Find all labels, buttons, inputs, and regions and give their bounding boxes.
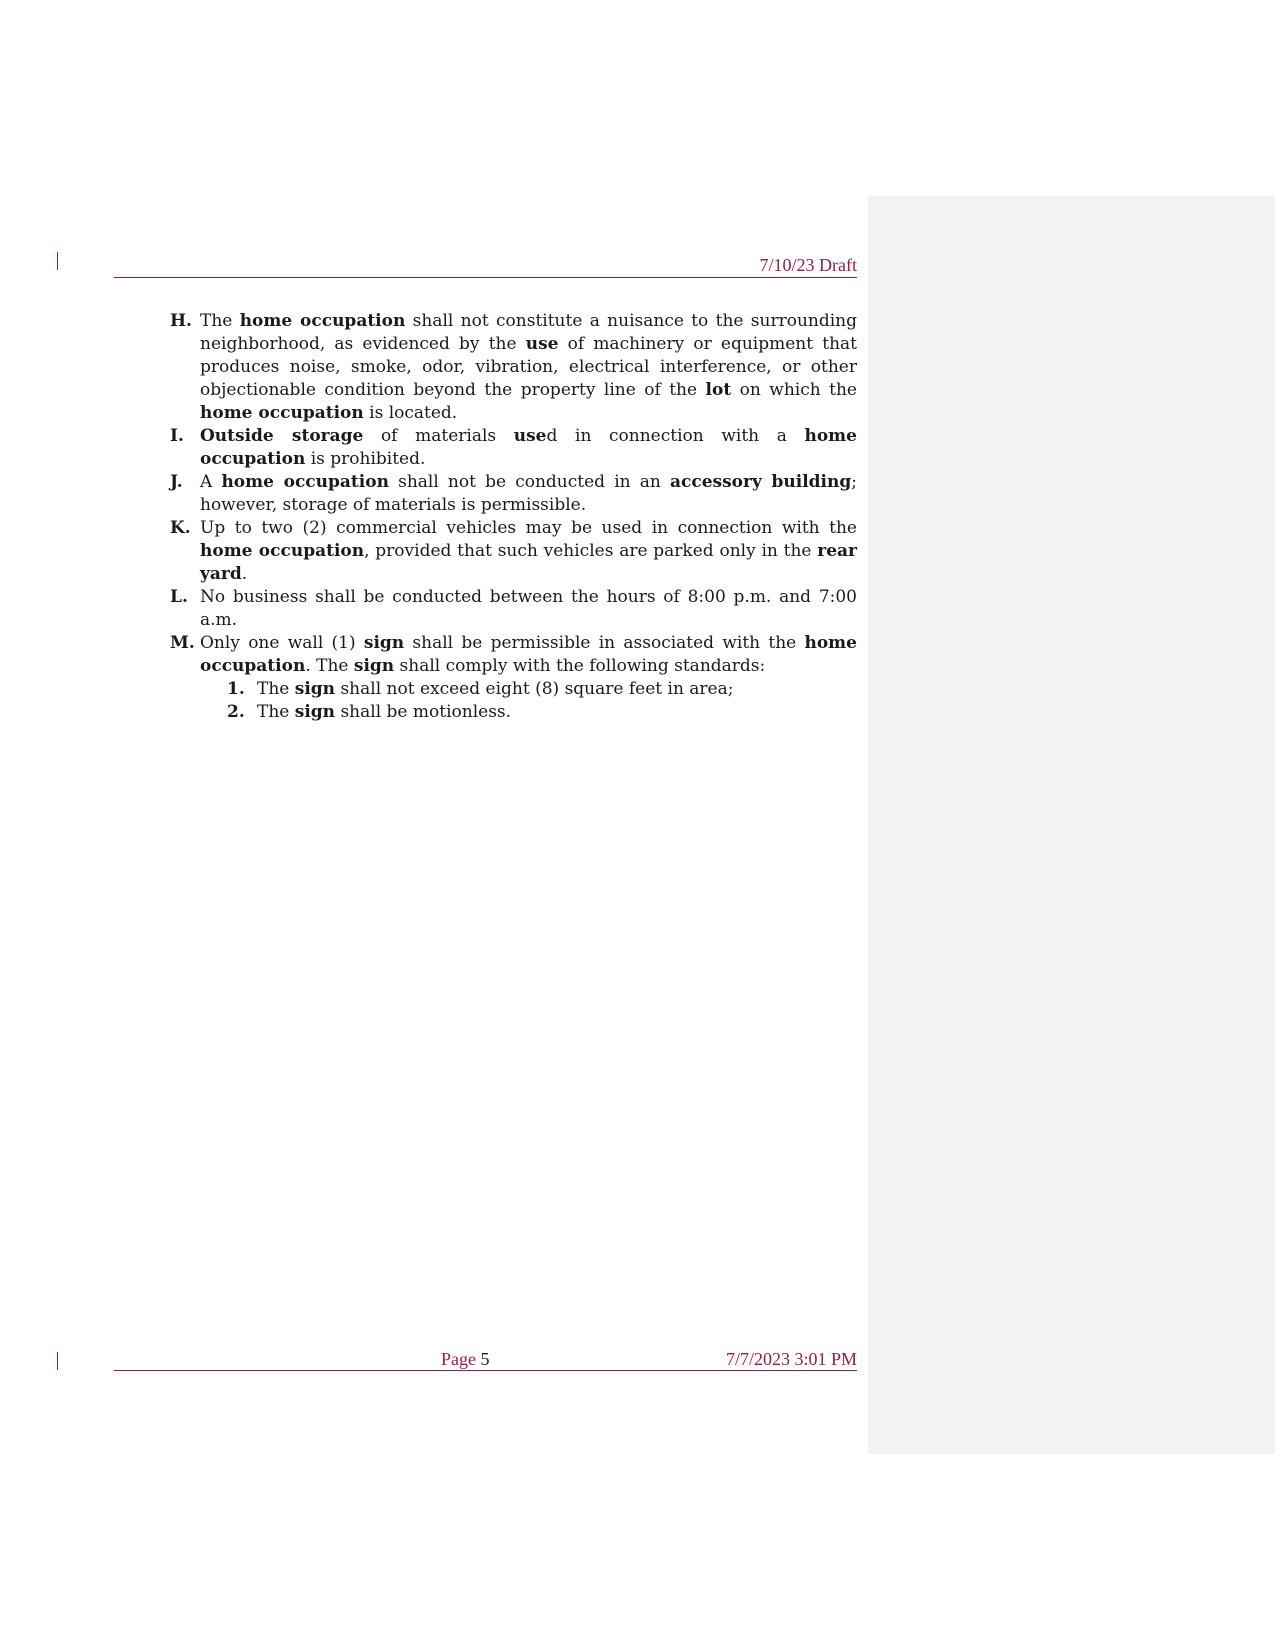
defined-term: sign [294, 702, 336, 722]
defined-term: sign [363, 633, 405, 653]
defined-term: rear yard [200, 541, 857, 584]
item-label: K. [170, 518, 191, 538]
list-item-h: H. The home occupation shall not constitute a nuisance to the surrounding neighborhood, as evidenced by the use of machinery or equipment that produces noise, smoke, odor, vibration, electrical interference, or other objectionable condition beyond the property line of the lot on which the home occupation is located. [170, 311, 857, 423]
defined-term: home occupation [200, 403, 364, 423]
defined-term: accessory building [669, 472, 852, 492]
defined-term: home occupation [200, 633, 857, 676]
sub-item-label: 2. [227, 702, 245, 722]
page-number-value: 5 [480, 1349, 490, 1369]
sub-item-2: 2. The sign shall be motionless. [227, 702, 512, 722]
change-bar [57, 1352, 58, 1370]
defined-term: home occupation [200, 541, 365, 561]
item-label: J. [170, 472, 183, 492]
sub-item-label: 1. [227, 679, 245, 699]
defined-term: Outside storage [200, 426, 364, 446]
sub-item-1: 1. The sign shall not exceed eight (8) square feet in area; [227, 679, 734, 699]
change-bar [57, 252, 58, 270]
defined-term: home occupation [200, 426, 857, 469]
list-item-m: M. Only one wall (1) sign shall be permissible in associated with the home occupation. The sign shall comply with the following standards: [170, 633, 857, 676]
draft-label: 7/10/23 Draft [759, 255, 857, 275]
item-label: M. [170, 633, 195, 653]
defined-term: home occupation [221, 472, 389, 492]
footer-timestamp: 7/7/2023 3:01 PM [725, 1349, 857, 1369]
document-body [170, 310, 857, 724]
defined-term: sign [353, 656, 395, 676]
list-item-i: I. Outside storage of materials used in connection with a home occupation is prohibited. [170, 426, 857, 469]
defined-term: use [525, 334, 559, 354]
defined-term: sign [294, 679, 336, 699]
list-item-l: L. No business shall be conducted between the hours of 8:00 p.m. and 7:00 a.m. [170, 587, 857, 630]
item-label: I. [170, 426, 184, 446]
item-label: H. [170, 311, 192, 331]
header-rule [114, 277, 857, 278]
item-label: L. [170, 587, 188, 607]
footer-rule [114, 1370, 857, 1371]
defined-term: use [513, 426, 547, 446]
page-prefix: Page [441, 1349, 481, 1369]
list-item-k: K. Up to two (2) commercial vehicles may be used in connection with the home occupation, provided that such vehicles are parked only in the rear yard. [170, 518, 857, 584]
list-item-j: J. A home occupation shall not be conducted in an accessory building; however, storage of materials is permissible. [170, 472, 857, 515]
page-number [441, 1349, 492, 1370]
defined-term: home occupation [239, 311, 406, 331]
defined-term: lot [705, 380, 732, 400]
markup-pane [868, 196, 1275, 1454]
